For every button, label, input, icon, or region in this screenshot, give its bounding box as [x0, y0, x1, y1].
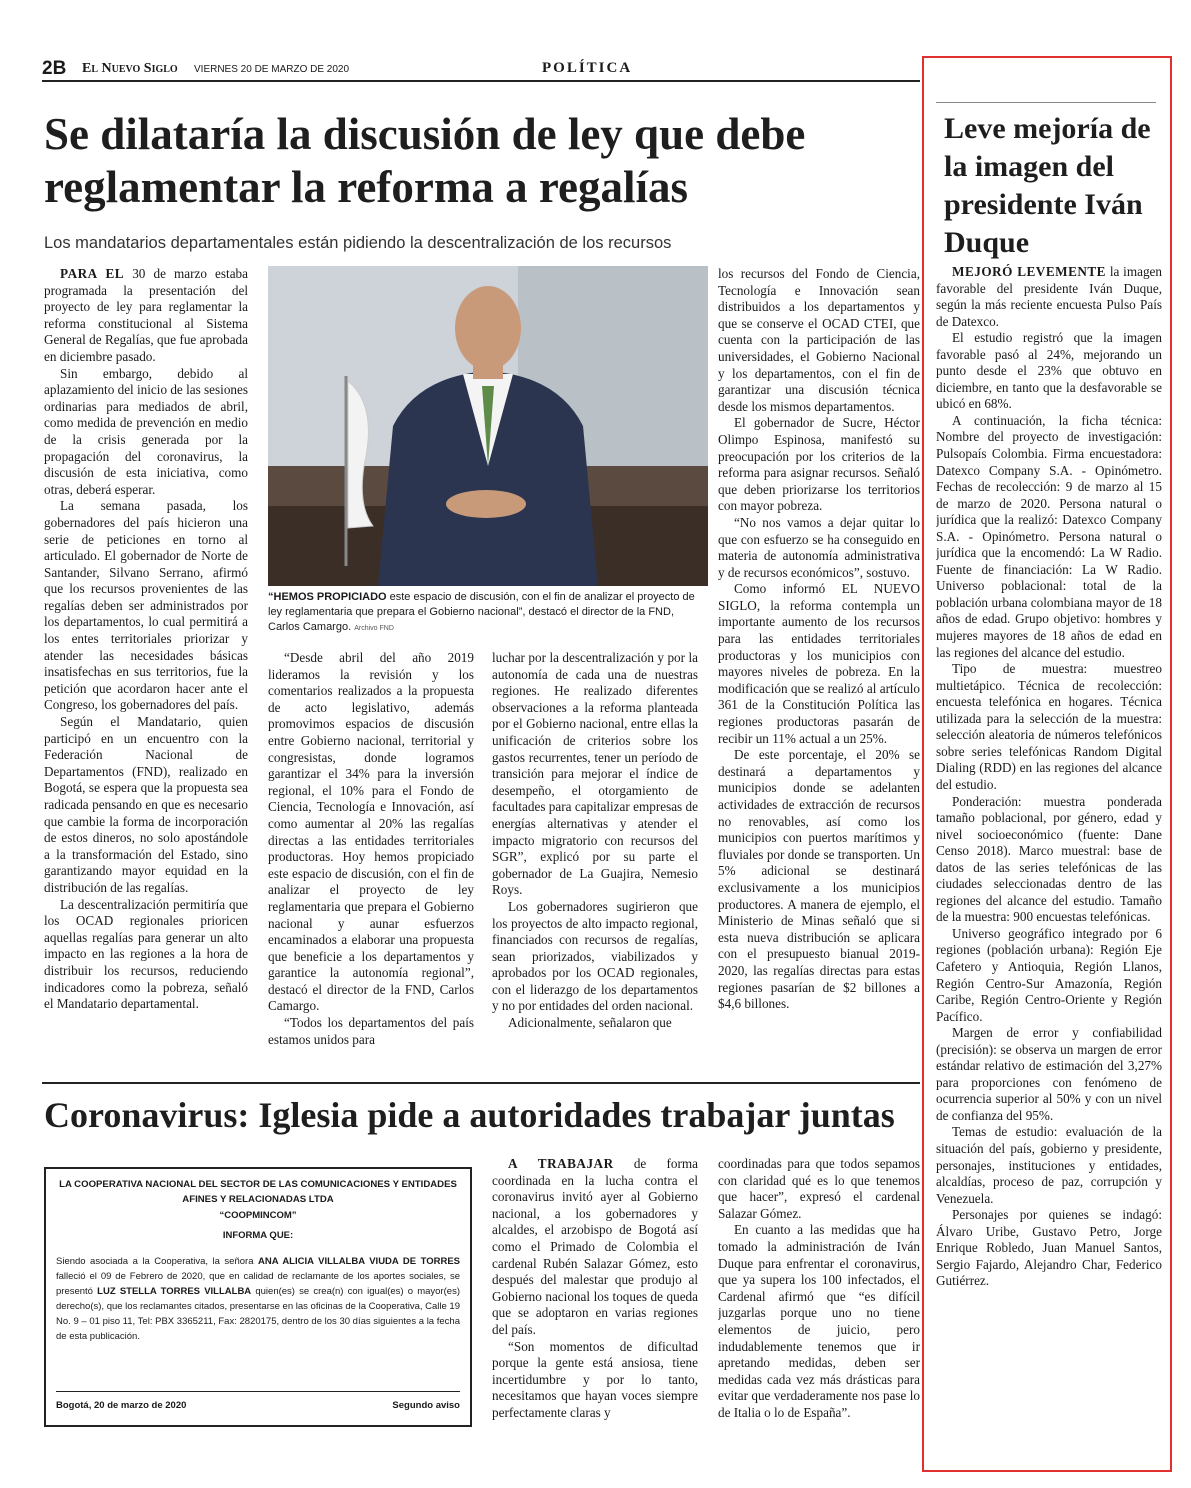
notice-organization: “COOPMINCOM”	[219, 1210, 297, 1221]
notice-title: LA COOPERATIVA NACIONAL DEL SECTOR DE LAS COMUNICACIONES Y ENTIDADES AFINES Y RELACIONADAS LTDA	[59, 1179, 457, 1205]
article-column-1	[44, 266, 248, 1080]
lead-in: PARA EL	[60, 266, 125, 281]
notice-informs: INFORMA QUE:	[222, 1230, 294, 1241]
paragraph: Los gobernadores sugirieron que los proyectos de alto impacto regional, financiados con recursos de regalías, sean priorizados, viabilizados y aprobados por los OCAD regionales, con el liderazgo de los departamentos y no por entidades del orden nacional.	[492, 898, 698, 1014]
paragraph: Universo geográfico integrado por 6 regiones (población urbana): Región Eje Cafetero y Antioquia, Región Llanos, Región Centro-Sur Amazonía, Región Caribe, Región Centro-Oriente y Región Pacífico.	[936, 925, 1162, 1024]
paragraph: La semana pasada, los gobernadores del país hicieron una serie de peticiones en torno al articulado. El gobernador de Norte de Santander, Silvano Serrano, afirmó que los recursos provenientes de las regalías deben ser administrados por los departamentos, lo cual permitirá a los entes territoriales priorizar y atender las necesidades básicas insatisfechas en sus territorios, fue la petición que acordaron hacer ante el Congreso, los gobernadores del país.	[44, 498, 248, 713]
caption-lead: “HEMOS PROPICIADO	[268, 591, 387, 603]
photo-credit: Archivo FND	[354, 625, 394, 632]
notice-status: Segundo aviso	[392, 1400, 460, 1411]
paragraph: El gobernador de Sucre, Héctor Olimpo Espinosa, manifestó su preocupación por los criterios de la reforma para asignar recursos. Señaló que deben priorizarse los territorios con mayor pobreza.	[718, 415, 920, 514]
page-header	[42, 58, 920, 82]
paragraph: De este porcentaje, el 20% se destinará a departamentos y municipios donde se adelanten actividades de extracción de recursos no renovables, así como los municipios con puertos marítimos y fluviales por donde se transporten. Un 5% adicional se destinará exclusivamente a los municipios productores. A manera de ejemplo, el Ministerio de Minas señaló que si esta nueva distribución se aplicara con el presupuesto bianual 2019-2020, las regalías directas para estas regiones pasarían de $2 billones a $4,6 billones.	[718, 747, 920, 1012]
sidebar-rule	[936, 102, 1156, 103]
paragraph: Adicionalmente, señalaron que	[508, 1015, 672, 1031]
second-article-column-1	[492, 1156, 698, 1428]
second-headline: Coronavirus: Iglesia pide a autoridades trabajar juntas	[44, 1095, 895, 1135]
sidebar-headline: Leve mejoría de la imagen del presidente Iván Duque	[944, 112, 1151, 259]
notice-body	[56, 1254, 460, 1344]
sidebar-box	[922, 56, 1172, 1472]
notice-text: falleció el 09 de Febrero de 2020, que en calidad de reclamante de los aportes sociales, se presentó	[56, 1271, 460, 1297]
paragraph: Sin embargo, debido al aplazamiento del inicio de las sesiones ordinarias para mediados de abril, como medida de prevención en medio de la crisis generada por la propagación del coronavirus, la discusión de esta iniciativa, como otras, deberá esperar.	[44, 365, 248, 497]
article-photo	[268, 266, 708, 586]
caption-text: este espacio de discusión, con el fin de analizar el proyecto de ley reglamentaria que prepara el Gobierno nacional”, destacó el director de la FND, Carlos Camargo.	[268, 591, 695, 633]
sidebar-body	[936, 264, 1162, 1464]
issue-date: VIERNES 20 DE MARZO DE 2020	[194, 64, 350, 75]
paragraph: coordinadas para que todos sepamos con claridad qué es lo que tenemos que hacer”, expresó el cardenal Salazar Gómez.	[718, 1156, 920, 1221]
article-column-4	[718, 266, 920, 1080]
paragraph: “No nos vamos a dejar quitar lo que con esfuerzo se ha conseguido en materia de autonomía administrativa y de recursos económicos”, sostuvo.	[718, 514, 920, 580]
paragraph: Personajes por quienes se indagó: Álvaro Uribe, Gustavo Petro, Jorge Enrique Robledo, Juan Manuel Santos, Sergio Fajardo, Alejandro Char, Federico Gutiérrez.	[936, 1207, 1162, 1289]
paragraph: Margen de error y confiabilidad (precisión): se observa un margen de error estándar relativo de estimación del 3,27% para proporciones con fenómeno de ocurrencia superior al 50% y con un nivel de confianza del 95%.	[936, 1025, 1162, 1123]
main-headline: Se dilataría la discusión de ley que debe reglamentar la reforma a regalías	[44, 109, 806, 212]
paragraph: 30 de marzo estaba programada la presentación del proyecto de ley para reglamentar la reforma constitucional al Sistema General de Regalías, que fue aprobada en diciembre pasado.	[44, 266, 248, 364]
paragraph: Según el Mandatario, quien participó en un encuentro con la Federación Nacional de Departamentos (FND), realizado en Bogotá, se espera que la propuesta sea radicada pensando en que es necesario que cambie la forma de incorporación de estos dineros, no solo apostándole a la transformación del Estado, sino garantizando mayor equidad en la distribución de las regalías.	[44, 714, 248, 895]
section-name: POLÍTICA	[542, 60, 633, 76]
main-subhead: Los mandatarios departamentales están pidiendo la descentralización de los recursos	[44, 234, 672, 252]
paragraph: “Todos los departamentos del país estamos unidos para	[268, 1015, 474, 1047]
paragraph: Ponderación: muestra ponderada tamaño poblacional, por género, edad y nivel socioeconómico (fuente: Dane Censo 2018). Marco muestral: base de datos de las series telefónicas de las ciudades seleccionadas dentro de las regiones del alcance del estudio. Tamaño de la muestra: 900 encuestas telefónicas.	[936, 793, 1162, 925]
lead-in: MEJORÓ LEVEMENTE	[952, 264, 1106, 279]
section-divider	[42, 1082, 920, 1084]
notice-rule	[56, 1391, 460, 1392]
paragraph: los recursos del Fondo de Ciencia, Tecnología e Innovación sean distribuidos a los departamentos y que se conserve el OCAD CTEI, que cuenta con la participación de las universidades, el Gobierno Nacional y los departamentos, con el fin de garantizar una discusión técnica desde los mismos departamentos.	[718, 266, 920, 414]
cooperative-notice	[44, 1167, 472, 1427]
notice-date: Bogotá, 20 de marzo de 2020	[56, 1400, 187, 1411]
paragraph: Como informó EL NUEVO SIGLO, la reforma contempla un importante aumento de los recursos para las entidades territoriales productoras y los municipios con mayores niveles de pobreza. En la modificación que se realizó al artículo 361 de la Constitución Política las regiones productoras pasarán de recibir un 11% actual a un 25%.	[718, 581, 920, 746]
newspaper-name: El Nuevo Siglo	[82, 61, 178, 76]
photo-illustration	[268, 266, 708, 586]
lead-in: A TRABAJAR	[508, 1156, 614, 1171]
paragraph: “Desde abril del año 2019 lideramos la revisión y los comentarios realizados a la propuesta de acto legislativo, además promovimos espacios de discusión entre Gobierno nacional, territorial y congresistas, donde logramos garantizar el 34% para la inversión regional, el 10% para el Fondo de Ciencia, Tecnología e Innovación, así como aumentar al 20% las regalías directas a las entidades territoriales productoras. Hoy hemos propiciado este espacio de discusión, con el fin de analizar el proyecto de ley reglamentaria que prepara el Gobierno nacional y aunar esfuerzos encaminados a elaborar una propuesta que beneficie a los departamentos y garantice la autonomía regional”, destacó el director de la FND, Carlos Camargo.	[268, 650, 474, 1014]
article-column-2	[268, 650, 474, 1080]
paragraph: Temas de estudio: evaluación de la situación del país, gobierno y presidente, personajes, instituciones y entidades, alcaldías, proceso de paz, corrupción y Venezuela.	[936, 1124, 1162, 1206]
paragraph: En cuanto a las medidas que ha tomado la administración de Iván Duque para enfrentar el coronavirus, que ya supera los 100 infectados, el Cardenal afirmó que “es difícil juzgarlas porque uno no tiene elementos de juicio, pero indudablemente tenemos que ir apretando medidas, deben ser medidas cada vez más drásticas para evitar que verdaderamente nos pase lo de Italia o lo de España”.	[718, 1222, 920, 1420]
notice-text: Siendo asociada a la Cooperativa, la señora	[56, 1256, 258, 1267]
paragraph: de forma coordinada en la lucha contra el coronavirus invitó ayer al Gobierno nacional, a los gobernadores y alcaldes, el arzobispo de Bogotá así como el Primado de Colombia el cardenal Rubén Salazar Gómez, esto después del malestar que produjo al Gobierno nacional los toques de queda que se adoptaron en varias regiones del país.	[492, 1156, 698, 1337]
second-article-column-2	[718, 1156, 920, 1428]
paragraph: la imagen favorable del presidente Iván Duque, según la más reciente encuesta Pulso País de Datexco.	[936, 264, 1162, 329]
paragraph: A continuación, la ficha técnica: Nombre del proyecto de investigación: Pulsopaís Colombia. Firma encuestadora: Datexco Company S.A. - Opinómetro. Fechas de recolección: 9 de marzo al 15 de marzo de 2020. Persona natural o jurídica que la realizó: Datexco Company S.A. - Opinómetro. Persona natural o jurídica que la encomendó: La W Radio. Fuente de financiación: La W Radio. Universo poblacional: total de la población urbana colombiana mayor de 18 años de edad. Grupo objetivo: hombres y mujeres mayores de 18 años de edad en las regiones del alcance del estudio.	[936, 412, 1162, 660]
notice-deceased-name: ANA ALICIA VILLALBA VIUDA DE TORRES	[257, 1256, 460, 1267]
paragraph: Tipo de muestra: muestreo multietápico. Técnica de recolección: encuesta telefónica en hogares. Técnica utilizada para la selección de la muestra: selección aleatoria de números telefónicos sobre series telefónicas Random Digital Dialing (RDD) en las regiones del alcance del estudio.	[936, 661, 1162, 792]
paragraph: La descentralización permitiría que los OCAD regionales prioricen aquellas regalías para generar un alto impacto en las regiones a la hora de distribuir los recursos, reduciendo indicadores como la pobreza, señaló el Mandatario departamental.	[44, 896, 248, 1012]
paragraph: “Son momentos de dificultad porque la gente está ansiosa, tiene incertidumbre y por lo tanto, necesitamos que hayan voces siempre perfectamente claras y	[492, 1338, 698, 1420]
article-column-3	[492, 650, 698, 1080]
paragraph: El estudio registró que la imagen favorable pasó al 24%, mejorando un punto desde el 23% que obtuvo en diciembre, en tanto que la desfavorable se ubicó en 68%.	[936, 330, 1162, 412]
photo-caption	[268, 590, 708, 636]
page-number: 2B	[42, 58, 67, 79]
notice-claimant-name: LUZ STELLA TORRES VILLALBA	[97, 1286, 252, 1297]
paragraph: luchar por la descentralización y por la autonomía de cada una de nuestras regiones. He realizado diferentes observaciones a la reforma planteada por el Gobierno nacional, entre ellas la unificación de criterios sobre los gastos recurrentes, tener un período de transición para mejorar el índice de desempeño, el otorgamiento de facultades para capitalizar empresas de energías alternativas y atender el impacto migratorio con recursos del SGR”, explicó por su parte el gobernador de La Guajira, Nemesio Roys.	[492, 650, 698, 898]
notice-text: quien(es) se crea(n) con igual(es) o mayor(es) derecho(s), que los reclamantes citados, presentarse en las oficinas de la Cooperativa, Calle 19 No. 9 – 01 piso 11, Tel: PBX 3365211, Fax: 2820175, dentro de los 30 días siguientes a la fecha de esta publicación.	[56, 1286, 460, 1342]
